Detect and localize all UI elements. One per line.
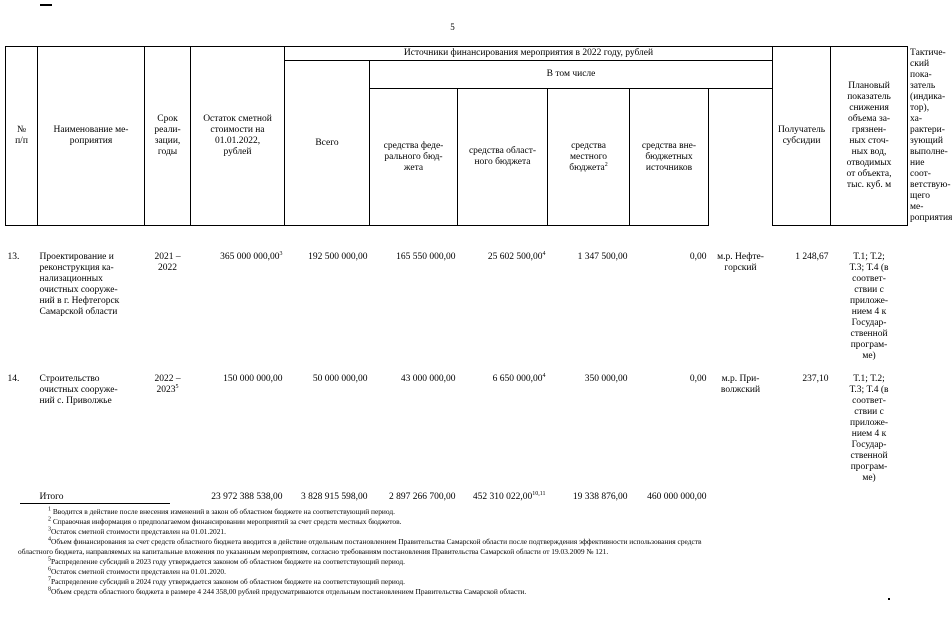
totals-extra: 460 000 000,00 [647,492,707,502]
header-including: В том числе [370,61,773,89]
row-name: Проектирование и реконструкция ка- нализационных очистных сооруже- ний в г. Нефтегорск Самарской области [39,252,120,317]
totals-regional: 452 310 022,00$^{10,11}$ [472,490,546,502]
row-extra: 0,00 [689,252,707,262]
footnote: $^5$Распределение субсидий в 2023 году утверждается законом об областном бюджете на соответствующий период. [48,556,405,566]
row-no: 14. [7,374,20,384]
footnote: $^8$Объем средств областного бюджета в размере 4 244 358,00 рублей предусматриваются отдельным постановлением Правительства Самарской области. [48,586,527,596]
row-tactical: Т.1; Т.2; Т.3; Т.4 (в соответ- ствии с приложе- нием 4 к Государ- ственной програм- ме) [849,374,889,483]
table-row [6,374,908,492]
row-federal: 165 550 000,00 [396,252,456,262]
header-name: Наименование ме- роприятия [38,47,145,226]
row-local: 350 000,00 [584,374,628,384]
footnote: $^2$ Справочная информация о предполагаемом финансировании мероприятий за счет средств местных бюджетов. [48,516,402,526]
row-term: 2021 – 2022 [154,252,181,273]
totals-federal: 2 897 266 700,00 [389,492,456,502]
row-balance: 365 000 000,00$^3$ [220,250,283,262]
header-federal: средства феде- рального бюд- жета [370,89,458,226]
header-total: Всего [285,61,370,226]
row-local: 1 347 500,00 [577,252,628,262]
row-recipient: м.р. При- волжский [720,374,761,395]
totals-total: 3 828 915 598,00 [301,492,368,502]
table-row [6,252,908,374]
row-regional: 6 650 000,00$^4$ [492,372,546,384]
row-term: 2022 – 2023$^5$ [154,374,181,395]
header-plan: Плановый показатель снижения объема за- грязнен- ных сточ- ных вод, отводимых от объекта, тыс. куб. м [831,47,908,226]
totals-balance: 23 972 388 538,00 [211,492,283,502]
totals-label: Итого [39,492,64,502]
footnote: $^1$ Вводится в действие после внесения изменений в закон об областном бюджете на соответствующий период. [48,506,395,516]
footnote: $^4$Объем финансирования за счет средств областного бюджета вводится в действие отдельным постановлением Правительства Самарской области после подтверждения эффективности использования средств [48,536,702,546]
row-plan: 1 248,67 [795,252,829,262]
page-number: 5 [450,22,455,32]
header-extra: средства вне- бюджетных источников [630,89,709,226]
footnote-divider [20,503,170,504]
row-federal: 43 000 000,00 [400,374,456,384]
top-edge-mark [40,4,52,6]
footnote-continuation: областного бюджета, направляемых на капитальные вложения по указанным мероприятиям, согласно требованиям постановления Правительства Самарской области от 19.03.2009 № 121. [18,547,609,556]
scan-speck [888,598,890,600]
row-recipient: м.р. Нефте- горский [717,252,764,273]
financing-table: № п/п Наименование ме- роприятия Срок реали- зации, годы Остаток сметной стоимости на 01.01.2022, рублей Источники финансирования мероприятия в 2022 году, рублей Получатель субсидии Плановый показатель снижения объема за- грязнен- ных сточ- ных вод, отводимых от объекта, тыс. куб. м Тактиче- ский пока- затель (индика- тор), ха- рактери- зующий выполне- ние соот- ветствую- щего ме- роприятия Всего В том числе средства феде- рального бюд- жета средства област- ного бюджета средства местного бюджета$^2$ средства вне- бюджетных источников 13. Проектирование и реконструкция ка- нализационных очистных сооруже- ний в г. Нефтегорск Самарской области 2021 – 2022 365 000 000,00$^3$ 192 500 000,00 165 550 000,00 25 602 500,00$^4$ 1 347 500,00 0,00 м.р. Нефте- горский 1 248,67 Т.1; Т.2; Т.3; Т.4 (в соответ- ствии с приложе- нием 4 к Государ- ственной програм- ме) 14. Строительство очистных сооруже- ний с. Приволжье 2022 – 2023$^5$ 150 000 000,00 50 000 000,00 43 000 000,00 6 650 000,00$^4$ 350 000,00 0,00 м.р. При- волжский 237,10 Т.1; Т.2; Т.3; Т.4 (в соответ- ствии с приложе- нием 4 к Государ- ственной програм- ме) Итого 23 972 388 538,00 3 828 915 598,00 2 897 266 700,00 452 310 022,00$^{10,11}$ 19 338 876,00 460 000 000,00 [5,46,908,506]
row-no: 13. [7,252,20,262]
row-name: Строительство очистных сооруже- ний с. Приволжье [39,374,118,406]
footnote: $^6$Остаток сметной стоимости представлен на 01.01.2020. [48,566,226,576]
row-extra: 0,00 [689,374,707,384]
header-term: Срок реали- зации, годы [145,47,191,226]
header-local: средства местного бюджета$^2$ [548,89,630,226]
totals-local: 19 338 876,00 [572,492,628,502]
footnote: $^3$Остаток сметной стоимости представлен на 01.01.2021. [48,526,226,536]
row-tactical: Т.1; Т.2; Т.3; Т.4 (в соответ- ствии с приложе- нием 4 к Государ- ственной програм- ме) [849,252,889,361]
header-regional: средства област- ного бюджета [458,89,548,226]
row-balance: 150 000 000,00 [223,374,283,384]
header-no: № п/п [6,47,38,226]
row-plan: 237,10 [802,374,829,384]
footnote: $^7$Распределение субсидий в 2024 году утверждается законом об областном бюджете на соответствующий период. [48,576,405,586]
row-total: 50 000 000,00 [312,374,368,384]
header-balance: Остаток сметной стоимости на 01.01.2022, рублей [191,47,285,226]
header-sources-title: Источники финансирования мероприятия в 2022 году, рублей [285,47,773,61]
row-regional: 25 602 500,00$^4$ [487,250,546,262]
row-total: 192 500 000,00 [308,252,368,262]
footnotes [18,507,884,597]
header-recipient: Получатель субсидии [773,47,831,226]
